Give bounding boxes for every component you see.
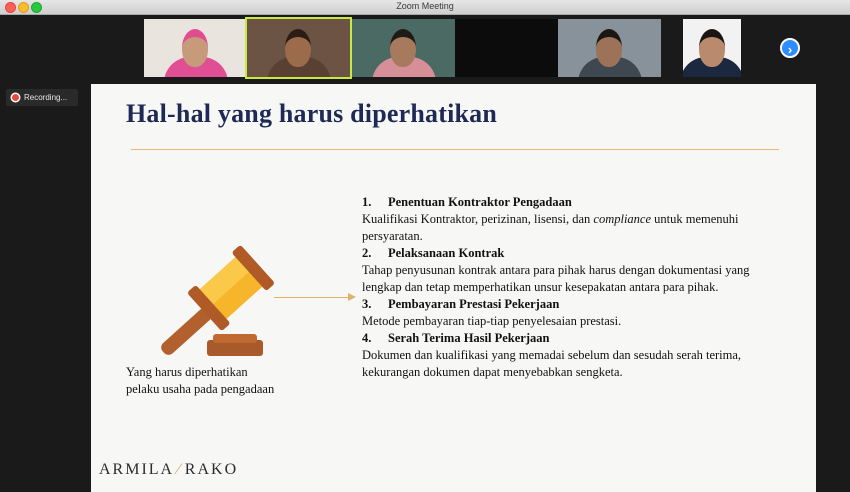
participant-face [596,29,622,67]
participant-face [390,29,416,67]
recording-indicator[interactable] [6,89,78,106]
gavel-icon [151,236,275,358]
record-icon [12,94,19,101]
slide-title: Hal-hal yang harus diperhatikan [126,99,498,128]
participant-video-tile[interactable] [352,19,455,77]
participant-video-tile[interactable] [558,19,661,77]
participant-video-tile[interactable] [144,19,247,77]
considerations-list [362,194,762,381]
list-item: 1. Penentuan Kontraktor Pengadaan Kualifikasi Kontraktor, perizinan, lisensi, dan compliance untuk memenuhi persyaratan. [362,195,739,243]
participant-face [699,29,725,67]
participant-video-tile[interactable] [683,19,741,77]
list-item: 2. Pelaksanaan Kontrak Tahap penyusunan kontrak antara para pihak harus dengan dokumentasi yang lengkap dan tetap memperhatikan unsur kesepakatan antara para pihak. [362,246,750,294]
participant-video-tile[interactable] [455,19,558,77]
title-divider [131,149,779,150]
side-note: Yang harus diperhatikan pelaku usaha pada pengadaan [126,365,275,396]
window-title: Zoom Meeting [396,1,454,11]
brand-logo: ARMILA ⁄ RAKO [99,461,239,478]
recording-label: Recording... [24,93,68,102]
list-item: 4. Serah Terima Hasil Pekerjaan Dokumen dan kualifikasi yang memadai sebelum dan sesudah serah terima, kekurangan dokumen dapat menyebabkan sengketa. [362,331,742,379]
gallery-next-button[interactable]: › [780,38,800,58]
list-item: 3. Pembayaran Prestasi Pekerjaan Metode pembayaran tiap-tiap penyelesaian prestasi. [362,297,622,328]
participant-face [182,29,208,67]
participant-face [285,29,311,67]
participant-video-tile[interactable] [247,19,350,77]
window-title-bar [0,0,850,15]
pointer-arrow [274,297,350,298]
shared-screen-slide [91,84,816,492]
participant-face [493,29,519,67]
pointer-arrow-head [348,293,356,301]
participant-gallery [0,15,850,82]
